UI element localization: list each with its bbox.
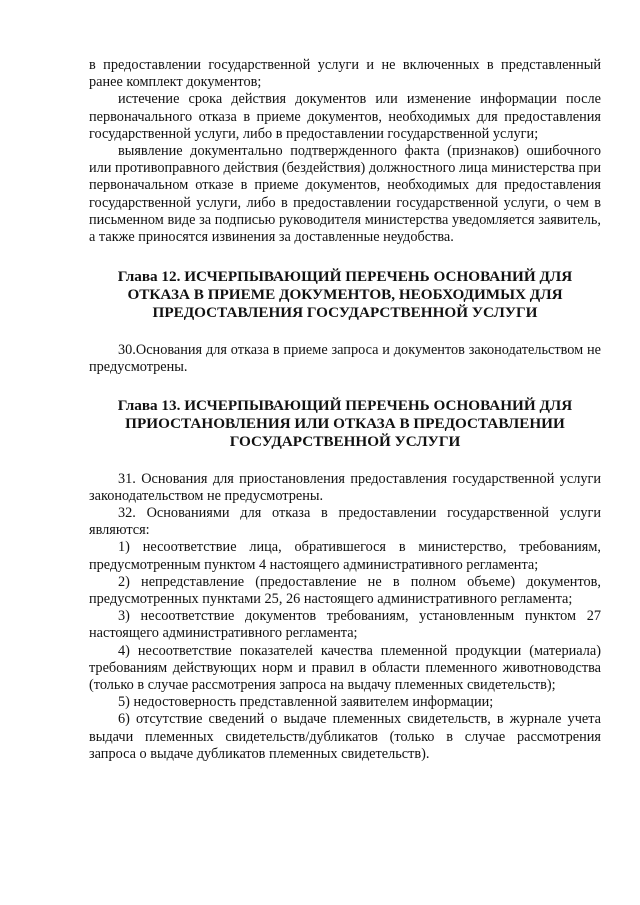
list-item: 5) недостоверность представленной заявителем информации;: [118, 694, 494, 711]
chapter-12-heading: Глава 12. ИСЧЕРПЫВАЮЩИЙ ПЕРЕЧЕНЬ ОСНОВАНИЙ ДЛЯ ОТКАЗА В ПРИЕМЕ ДОКУМЕНТОВ, НЕОБХОДИМЫХ ДЛЯ ПРЕДОСТАВЛЕНИЯ ГОСУДАРСТВЕННОЙ УСЛУГИ: [117, 268, 573, 322]
paragraph-30: 30.Основания для отказа в приеме запроса и документов законодательством не предусмотрены.: [89, 342, 601, 376]
paragraph-error-detection: выявление документально подтвержденного факта (признаков) ошибочного или противоправного действия (бездействия) должностного лица министерства при первоначальном отказе в приеме документов, необходимых для предоставления государственной услуги, либо в предоставлении государственной услуги, о чем в письменном виде за подписью руководителя министерства уведомляется заявитель, а также приносятся извинения за доставленные неудобства.: [89, 143, 601, 246]
paragraph-31: 31. Основания для приостановления предоставления государственной услуги законодательством не предусмотрены.: [89, 470, 601, 504]
list-item: 3) несоответствие документов требованиям, установленным пунктом 27 настоящего административного регламента;: [89, 608, 601, 642]
document-page: [89, 57, 601, 763]
paragraph-expiry: истечение срока действия документов или изменение информации после первоначального отказа в приеме документов, необходимых для предоставления государственной услуги, либо в предоставлении государственной услуги;: [89, 91, 601, 142]
paragraph-32: 32. Основаниями для отказа в предоставлении государственной услуги являются:: [89, 505, 601, 539]
list-item: 2) непредставление (предоставление не в полном объеме) документов, предусмотренных пунктами 25, 26 настоящего административного регламента;: [89, 573, 601, 608]
list-item: 6) отсутствие сведений о выдаче племенных свидетельств, в журнале учета выдачи племенных свидетельств/дубликатов (только в случае рассмотрения запроса о выдаче дубликатов племенных свидетельств).: [89, 711, 601, 762]
chapter-13-heading: Глава 13. ИСЧЕРПЫВАЮЩИЙ ПЕРЕЧЕНЬ ОСНОВАНИЙ ДЛЯ ПРИОСТАНОВЛЕНИЯ ИЛИ ОТКАЗА В ПРЕДОСТАВЛЕНИИ ГОСУДАРСТВЕННОЙ УСЛУГИ: [117, 396, 573, 450]
list-item: 1) несоответствие лица, обратившегося в министерство, требованиям, предусмотренным пунктом 4 настоящего административного регламента;: [89, 539, 601, 573]
list-item: 4) несоответствие показателей качества племенной продукции (материала) требованиям действующих норм и правил в области племенного животноводства (только в случае рассмотрения запроса на выдачу племенных свидетельств);: [89, 642, 601, 694]
paragraph-continuation: в предоставлении государственной услуги и не включенных в представленный ранее комплект документов;: [89, 57, 601, 91]
